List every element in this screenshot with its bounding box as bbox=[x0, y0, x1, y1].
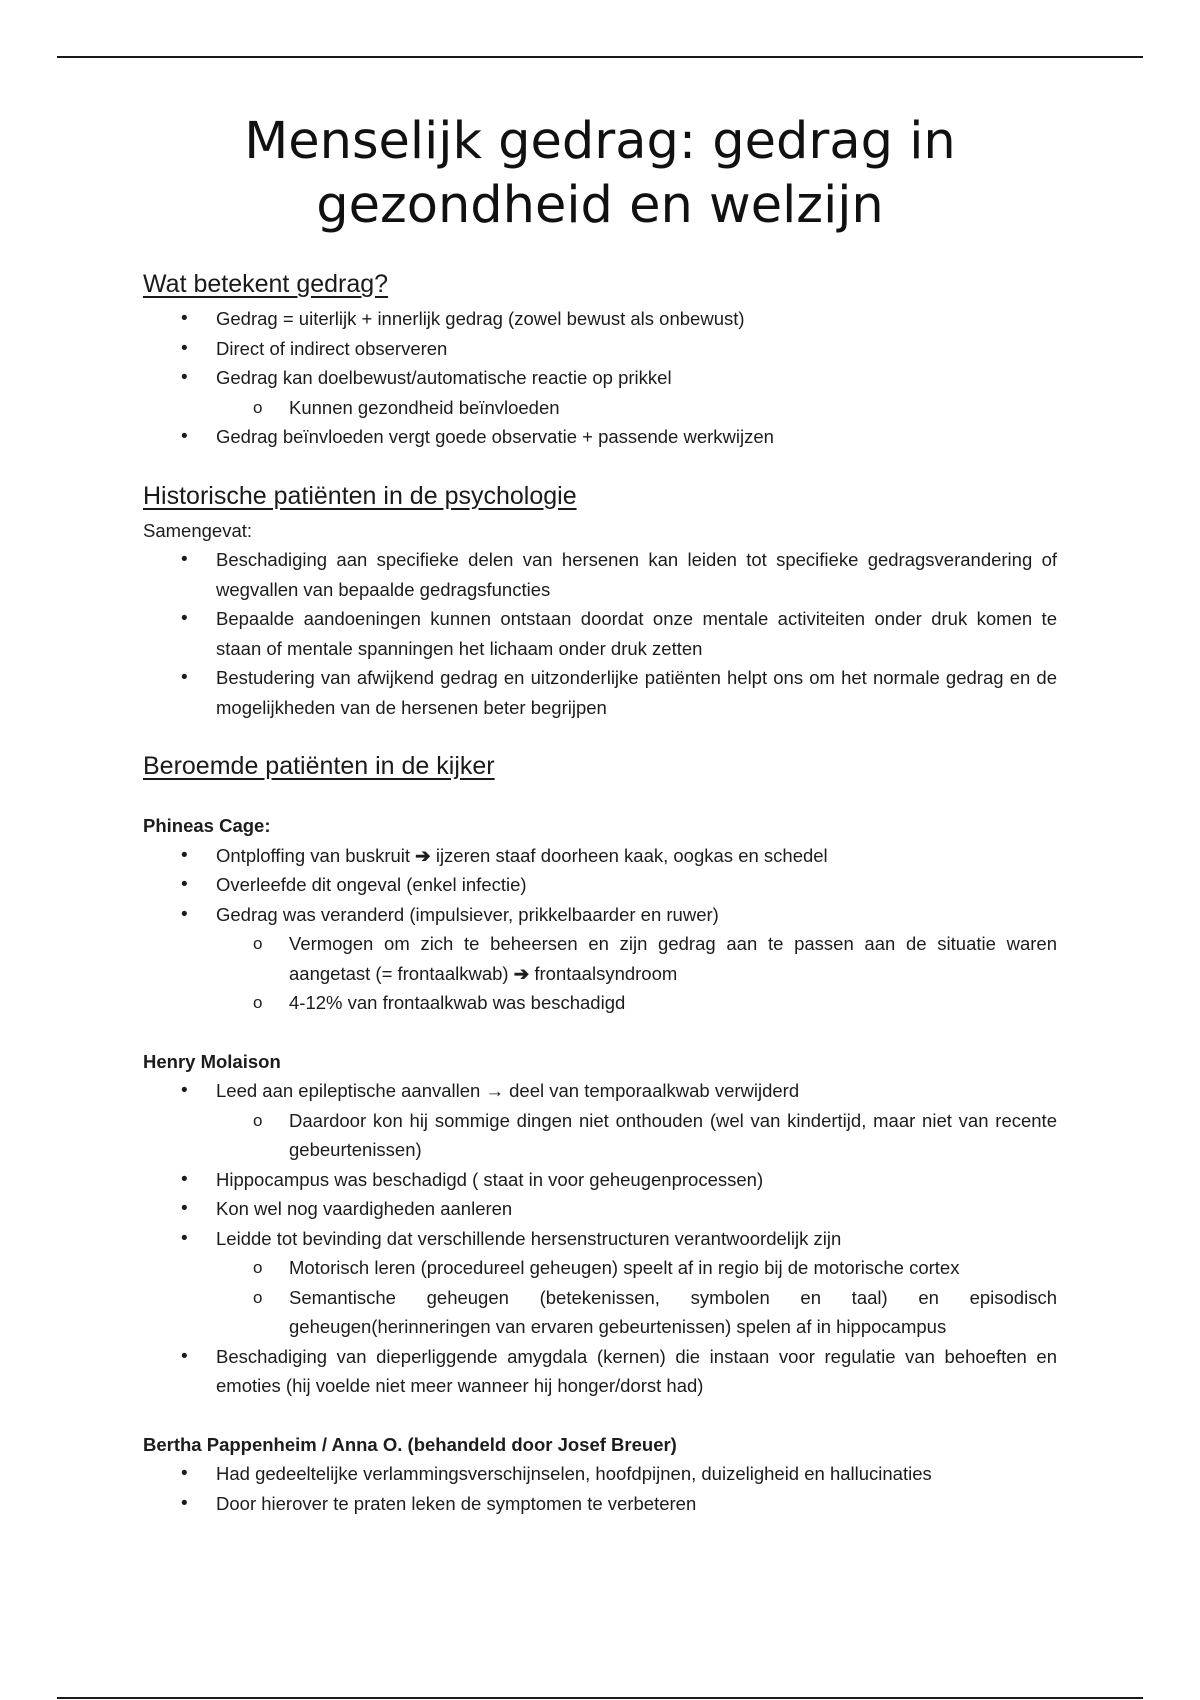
list-item: • Bestudering van afwijkend gedrag en uitzonderlijke patiënten helpt ons om het normale gedrag en de mogelijkheden van de hersenen beter begrijpen bbox=[143, 663, 1057, 722]
list-item: • Beschadiging van dieperliggende amygdala (kernen) die instaan voor regulatie van behoeften en emoties (hij voelde niet meer wanneer hij honger/dorst had) bbox=[143, 1342, 1057, 1401]
sub-list-item: o Daardoor kon hij sommige dingen niet onthouden (wel van kindertijd, maar niet van recente gebeurtenissen) bbox=[216, 1106, 1057, 1165]
list-item: • Gedrag was veranderd (impulsiever, prikkelbaarder en ruwer) o Vermogen om zich te beheersen en zijn gedrag aan te passen aan de situatie waren aangetast (= frontaalkwab) ➔ frontaalsyndroom o 4-12% van frontaalkwab was beschadigd bbox=[143, 900, 1057, 1018]
bullet-list bbox=[143, 304, 1057, 452]
document-title: Menselijk gedrag: gedrag in gezondheid en welzijn bbox=[244, 112, 956, 235]
bullet-list bbox=[143, 1076, 1057, 1401]
bullet-list bbox=[143, 841, 1057, 1018]
section-heading: Historische patiënten in de psychologie bbox=[143, 481, 577, 510]
sub-list bbox=[216, 929, 1057, 1018]
sub-list-item: o Kunnen gezondheid beïnvloeden bbox=[216, 393, 1057, 423]
section-historische-patienten bbox=[143, 480, 1057, 723]
list-item: • Leed aan epileptische aanvallen → deel van temporaalkwab verwijderd o Daardoor kon hij sommige dingen niet onthouden (wel van kindertijd, maar niet van recente gebeurtenissen) bbox=[143, 1076, 1057, 1165]
list-item: • Had gedeeltelijke verlammingsverschijnselen, hoofdpijnen, duizeligheid en hallucinaties bbox=[143, 1459, 1057, 1489]
section-beroemde-patienten bbox=[143, 750, 1057, 1518]
list-item: • Beschadiging aan specifieke delen van hersenen kan leiden tot specifieke gedragsverandering of wegvallen van bepaalde gedragsfuncties bbox=[143, 545, 1057, 604]
section-heading: Wat betekent gedrag? bbox=[143, 270, 389, 298]
bullet-list bbox=[143, 545, 1057, 722]
section-heading: Beroemde patiënten in de kijker bbox=[143, 752, 495, 780]
sub-list bbox=[216, 1106, 1057, 1165]
patient-name: Phineas Cage: bbox=[143, 815, 271, 836]
patient-bertha-pappenheim bbox=[143, 1430, 1057, 1519]
sub-list bbox=[216, 1253, 1057, 1342]
list-item: • Ontploffing van buskruit ➔ ijzeren staaf doorheen kaak, oogkas en schedel bbox=[143, 841, 1057, 871]
list-item: • Overleefde dit ongeval (enkel infectie) bbox=[143, 870, 1057, 900]
sub-list bbox=[216, 393, 1057, 423]
patient-name: Henry Molaison bbox=[143, 1050, 281, 1072]
list-item: • Leidde tot bevinding dat verschillende hersenstructuren verantwoordelijk zijn o Motorisch leren (procedureel geheugen) speelt af in regio bij de motorische cortex o Semantische geheugen (betekenissen, symbolen en taal) en episodisch geheugen(herinneringen van ervaren gebeurtenissen) spelen af in hippocampus bbox=[143, 1224, 1057, 1342]
list-item: • Kon wel nog vaardigheden aanleren bbox=[143, 1194, 1057, 1224]
list-item: • Gedrag kan doelbewust/automatische reactie op prikkel o Kunnen gezondheid beïnvloeden bbox=[143, 363, 1057, 422]
sub-list-item: o Motorisch leren (procedureel geheugen) speelt af in regio bij de motorische cortex bbox=[216, 1253, 1057, 1283]
list-item: • Gedrag beïnvloeden vergt goede observatie + passende werkwijzen bbox=[143, 422, 1057, 452]
bullet-list bbox=[143, 1459, 1057, 1518]
list-item: • Direct of indirect observeren bbox=[143, 334, 1057, 364]
list-item: • Bepaalde aandoeningen kunnen ontstaan doordat onze mentale activiteiten onder druk komen te staan of mentale spanningen het lichaam onder druk zetten bbox=[143, 604, 1057, 663]
patient-name: Bertha Pappenheim / Anna O. (behandeld door Josef Breuer) bbox=[143, 1433, 677, 1455]
top-rule bbox=[57, 56, 1143, 58]
patient-phineas-cage bbox=[143, 811, 1057, 1018]
sub-list-item: o Vermogen om zich te beheersen en zijn gedrag aan te passen aan de situatie waren aangetast (= frontaalkwab) ➔ frontaalsyndroom bbox=[216, 929, 1057, 988]
arrow-icon: → bbox=[485, 1080, 504, 1101]
list-item: • Gedrag = uiterlijk + innerlijk gedrag (zowel bewust als onbewust) bbox=[143, 304, 1057, 334]
list-item: • Hippocampus was beschadigd ( staat in voor geheugenprocessen) bbox=[143, 1165, 1057, 1195]
document-body bbox=[143, 110, 1057, 1546]
list-item: • Door hierover te praten leken de symptomen te verbeteren bbox=[143, 1489, 1057, 1519]
sub-list-item: o 4-12% van frontaalkwab was beschadigd bbox=[216, 988, 1057, 1018]
section-wat-betekent-gedrag bbox=[143, 268, 1057, 452]
bottom-rule bbox=[57, 1697, 1143, 1699]
arrow-icon: ➔ bbox=[513, 962, 530, 984]
patient-henry-molaison bbox=[143, 1047, 1057, 1401]
section-intro: Samengevat: bbox=[143, 519, 253, 541]
arrow-icon: ➔ bbox=[415, 844, 431, 866]
sub-list-item: o Semantische geheugen (betekenissen, symbolen en taal) en episodisch geheugen(herinneringen van ervaren gebeurtenissen) spelen af in hippocampus bbox=[216, 1283, 1057, 1342]
